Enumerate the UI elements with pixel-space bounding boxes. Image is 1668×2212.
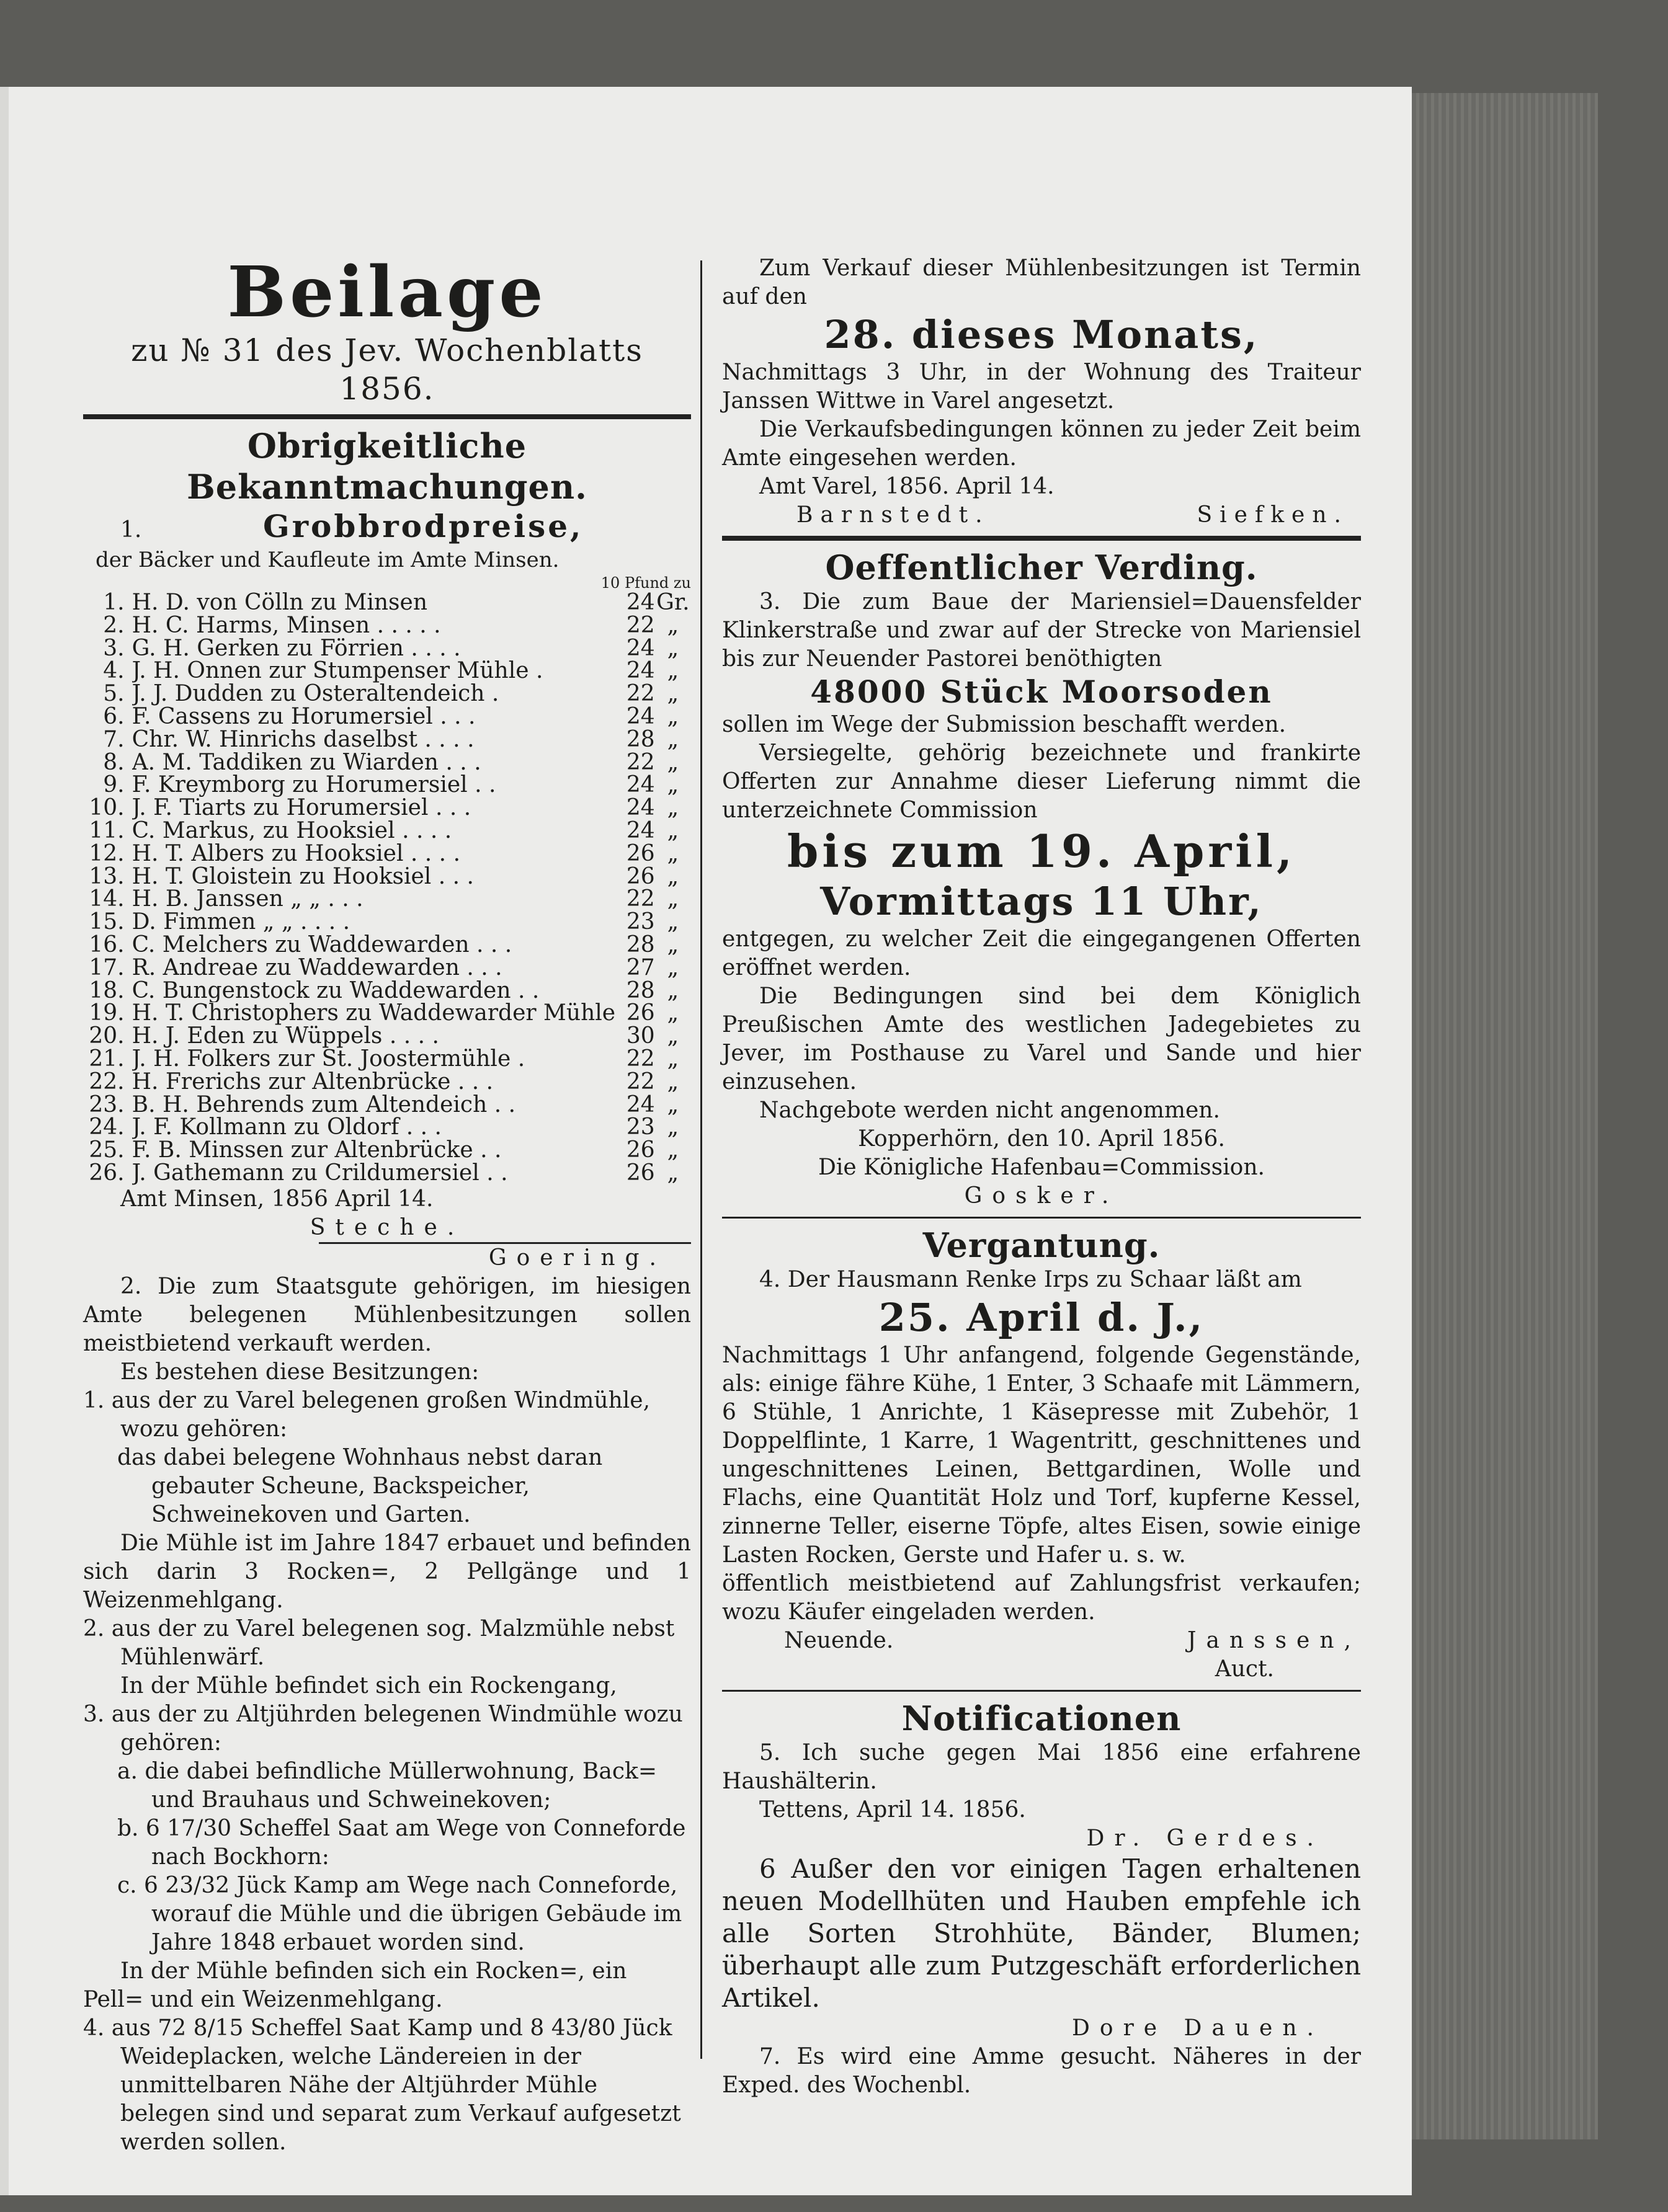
verding-signature-gosker: Gosker. (964, 1183, 1119, 1209)
price-row-unit: „ (667, 817, 679, 843)
mill-sale-continuation: Zum Verkauf dieser Mühlenbesitzungen ist Termin auf den (722, 255, 1361, 309)
price-row-name: H. T. Christophers zu Waddewarder Mühle (132, 1002, 616, 1026)
item2-paragraph: 2. aus der zu Varel belegenen sog. Malzmühle nebst Mühlenwärf. (83, 1615, 675, 1670)
price-row (83, 1139, 691, 1162)
price-row-number: 6. (103, 703, 125, 729)
column-divider (700, 260, 702, 2059)
price-row-price: 26 (626, 840, 655, 866)
price-row-number: 7. (103, 726, 125, 752)
verding-deadline-date: bis zum 19. April, (787, 825, 1296, 877)
price-row-price: 24 (626, 1091, 655, 1117)
price-row (83, 820, 691, 843)
item2-paragraph: a. die dabei befindliche Müllerwohnung, Back= und Brauhaus und Schweinekoven; (117, 1758, 657, 1813)
verding-quantity: 48000 Stück Moorsoden (810, 673, 1273, 710)
price-row-name: H. B. Janssen „ „ . . . (132, 888, 363, 912)
price-row-price: 28 (626, 977, 655, 1003)
price-row (83, 1071, 691, 1094)
item1-footer: Amt Minsen, 1856 April 14. (120, 1186, 434, 1212)
item1-subtitle: der Bäcker und Kaufleute im Amte Minsen. (96, 548, 560, 572)
price-row-number: 20. (89, 1023, 125, 1049)
vergantung-paragraph-2: Nachmittags 1 Uhr anfangend, folgende Gegenstände, als: einige fähre Kühe, 1 Enter, 3 Schaafe mit Lämmern, 6 Stühle, 1 Anrichte, 1 Käsepresse mit Zubehör, 1 Doppelflinte, 1 Karre, 1 Wagentritt, geschnittenes und ungeschnittenes Leinen, Bettgardinen, Wolle und Flachs, eine Quantität Holz und Torf, kupferne Kessel, zinnerne Teller, eiserne Töpfe, altes Eisen, sowie einige Lasten Rocken, Gerste und Hafer u. s. w. (722, 1343, 1361, 1568)
item2-paragraph: das dabei belegene Wohnhaus nebst daran gebauter Scheune, Backspeicher, Schweinekoven und Garten. (117, 1444, 603, 1527)
price-row-name: J. F. Tiarts zu Horumersiel . . . (132, 797, 471, 820)
price-row-price: 24 (626, 817, 655, 843)
price-row-number: 8. (103, 749, 125, 775)
price-row-unit: „ (667, 726, 679, 752)
notification-5-signature: Dr. Gerdes. (1086, 1826, 1324, 1851)
vergantung-signature: Janssen, (1187, 1628, 1361, 1653)
price-row-number: 3. (103, 635, 125, 661)
notification-5: 5. Ich suche gegen Mai 1856 eine erfahrene Haushälterin. (722, 1740, 1361, 1794)
price-row-price: 24 (626, 703, 655, 729)
item2-paragraph: Die Mühle ist im Jahre 1847 erbauet und befinden sich darin 3 Rocken=, 2 Pellgänge und 1 Weizenmehlgang. (83, 1530, 691, 1613)
price-row-number: 4. (103, 658, 125, 684)
newspaper-page (9, 87, 1412, 2195)
price-row-number: 19. (89, 1000, 125, 1026)
price-row-unit: „ (667, 909, 679, 935)
price-row (83, 706, 691, 729)
item2-paragraph: In der Mühle befinden sich ein Rocken=, ein Pell= und ein Weizenmehlgang. (83, 1958, 627, 2012)
price-row-price: 23 (626, 909, 655, 935)
price-row-name: J. Gathemann zu Crildumersiel . . (132, 1162, 508, 1185)
mill-sale-footer: Amt Varel, 1856. April 14. (759, 474, 1055, 499)
price-row-price: 24 (626, 795, 655, 821)
price-row (83, 592, 691, 615)
price-row-price: 23 (626, 1114, 655, 1140)
price-row-number: 5. (103, 681, 125, 707)
price-row-unit: „ (667, 1160, 679, 1186)
price-row-unit: „ (667, 1114, 679, 1140)
mill-sale-signatures (722, 501, 1361, 530)
bread-price-table (83, 592, 691, 1185)
title-rule (83, 414, 691, 419)
price-row-unit: „ (667, 703, 679, 729)
price-row (83, 1002, 691, 1025)
price-row (83, 637, 691, 660)
item2-paragraph: In der Mühle befindet sich ein Rockengang, (120, 1672, 617, 1699)
price-row-unit: „ (667, 931, 679, 957)
page-subtitle: zu № 31 des Jev. Wochenblatts 1856. (131, 332, 643, 407)
price-row-name: J. F. Kollmann zu Oldorf . . . (132, 1116, 442, 1140)
item2-paragraph: 4. aus 72 8/15 Scheffel Saat Kamp und 8 43/80 Jück Weideplacken, welche Ländereien in der unmittelbaren Nähe der Altjührder Mühle belegen sind und separat zum Verkauf aufgesetzt werden sollen. (83, 2015, 681, 2155)
price-row-number: 23. (89, 1091, 125, 1117)
verding-paragraph-1: 3. Die zum Baue der Mariensiel=Dauensfelder Klinkerstraße und zwar auf der Strecke von Mariensiel bis zur Neuender Pastorei benöthigten (722, 589, 1361, 672)
price-row-price: 22 (626, 1046, 655, 1072)
verding-paragraph-2: sollen im Wege der Submission beschafft werden. (722, 712, 1287, 737)
item2-paragraph: 3. aus der zu Altjührden belegenen Windmühle wozu gehören: (83, 1701, 683, 1756)
item2-paragraph: 2. Die zum Staatsgute gehörigen, im hiesigen Amte belegenen Mühlenbesitzungen sollen meistbietend verkauft werden. (83, 1273, 691, 1356)
price-row-number: 2. (103, 612, 125, 638)
page-title: Beilage (227, 252, 547, 333)
verding-paragraph-5: Die Bedingungen sind bei dem Königlich Preußischen Amte des westlichen Jadegebietes zu Jever, im Posthause zu Varel und Sande und hier einzusehen. (722, 984, 1361, 1095)
price-row-name: J. J. Dudden zu Osteraltendeich . (132, 683, 499, 706)
price-row (83, 1162, 691, 1185)
price-row (83, 866, 691, 889)
price-row-name: H. C. Harms, Minsen . . . . . (132, 614, 441, 637)
verding-paragraph-3: Versiegelte, gehörig bezeichnete und frankirte Offerten zur Annahme dieser Lieferung nimmt die unterzeichnete Commission (722, 740, 1361, 823)
price-row-name: C. Melchers zu Waddewarden . . . (132, 933, 512, 957)
price-row-number: 24. (89, 1114, 125, 1140)
price-row-price: 30 (626, 1023, 655, 1049)
price-row-price: 22 (626, 1068, 655, 1095)
notification-5-footer: Tettens, April 14. 1856. (759, 1797, 1026, 1823)
price-row-unit: „ (667, 1137, 679, 1163)
price-row-unit: „ (667, 635, 679, 661)
vergantung-date: 25. April d. J., (878, 1295, 1205, 1340)
signature-barnstedt: Barnstedt. (796, 502, 990, 528)
vergantung-paragraph-1: 4. Der Hausmann Renke Irps zu Schaar läßt am (759, 1267, 1302, 1292)
price-row-price: 27 (626, 954, 655, 980)
item2-paragraph: Es bestehen diese Besitzungen: (120, 1359, 479, 1385)
price-row-price: 22 (626, 612, 655, 638)
price-row-unit: „ (667, 977, 679, 1003)
book-binding (1412, 93, 1598, 2139)
price-row-price: 26 (626, 1160, 655, 1186)
price-row-price: 26 (626, 863, 655, 889)
item2-paragraph: b. 6 17/30 Scheffel Saat am Wege von Conneforde nach Bockhorn: (117, 1815, 686, 1870)
section-title-official: Obrigkeitliche Bekanntmachungen. (187, 426, 587, 507)
price-row-number: 26. (89, 1160, 125, 1186)
price-column-note: 10 Pfund zu (600, 574, 691, 592)
price-row-unit: „ (667, 1091, 679, 1117)
price-row-number: 21. (89, 1046, 125, 1072)
price-row-name: H. T. Gloistein zu Hooksiel . . . (132, 865, 474, 889)
verding-deadline-time: Vormittags 11 Uhr, (820, 879, 1263, 924)
price-row-name: F. Cassens zu Horumersiel . . . (132, 705, 476, 729)
price-row-unit: „ (667, 1000, 679, 1026)
price-row (83, 797, 691, 820)
section-rule (722, 536, 1361, 541)
price-row-name: F. Kreymborg zu Horumersiel . . (132, 774, 496, 797)
price-row-unit: „ (667, 840, 679, 866)
left-column (83, 254, 691, 2157)
item2-mill-sale (83, 1273, 691, 2157)
price-row (83, 729, 691, 752)
price-row (83, 843, 691, 866)
price-row-number: 11. (89, 817, 125, 843)
verding-paragraph-6: Nachgebote werden nicht angenommen. (759, 1098, 1220, 1123)
price-row-number: 10. (89, 795, 125, 821)
verding-signature-commission: Die Königliche Hafenbau=Commission. (818, 1155, 1265, 1180)
price-row-name: R. Andreae zu Waddewarden . . . (132, 956, 502, 980)
signature-siefken: Siefken. (1197, 502, 1349, 528)
price-row-name: J. H. Folkers zur St. Joostermühle . (132, 1047, 525, 1071)
price-row-name: J. H. Onnen zur Stumpenser Mühle . (132, 660, 543, 683)
item2-paragraph: 1. aus der zu Varel belegenen großen Windmühle, wozu gehören: (83, 1387, 651, 1442)
price-row-name: C. Markus, zu Hooksiel . . . . (132, 819, 452, 843)
price-row (83, 615, 691, 637)
item1-heading (83, 507, 691, 546)
price-row-unit: „ (667, 886, 679, 912)
price-row-price: 22 (626, 886, 655, 912)
price-row-unit: „ (667, 795, 679, 821)
price-row-number: 25. (89, 1137, 125, 1163)
price-row-price: 24 (626, 772, 655, 798)
mill-sale-conditions: Die Verkaufsbedingungen können zu jeder Zeit beim Amte eingesehen werden. (722, 417, 1361, 471)
price-row (83, 980, 691, 1003)
vergantung-place: Neuende. (784, 1628, 894, 1653)
price-row (83, 1025, 691, 1048)
price-row-unit: Gr. (656, 590, 690, 615)
price-row-number: 1. (103, 590, 125, 615)
notification-7: 7. Es wird eine Amme gesucht. Näheres in der Exped. des Wochenbl. (722, 2044, 1361, 2098)
price-row-name: F. B. Minssen zur Altenbrücke . . (132, 1139, 502, 1162)
price-row-name: D. Fimmen „ „ . . . . (132, 911, 350, 934)
price-row-number: 12. (89, 840, 125, 866)
price-row-number: 16. (89, 931, 125, 957)
price-row-unit: „ (667, 658, 679, 684)
right-column (722, 254, 1361, 2100)
price-row-price: 24 (626, 658, 655, 684)
price-row-number: 13. (89, 863, 125, 889)
item1-title: Grobbrodpreise, (263, 508, 584, 544)
price-row-name: H. Frerichs zur Altenbrücke . . . (132, 1070, 494, 1094)
price-row-name: C. Bungenstock zu Waddewarden . . (132, 979, 540, 1003)
price-row (83, 934, 691, 957)
price-row (83, 911, 691, 934)
price-row-number: 9. (103, 772, 125, 798)
price-row-unit: „ (667, 1046, 679, 1072)
price-row-number: 18. (89, 977, 125, 1003)
price-row-price: 22 (626, 681, 655, 707)
price-row (83, 774, 691, 797)
price-row-price: 24 (626, 635, 655, 661)
vergantung-signature-row (722, 1627, 1361, 1655)
price-row (83, 957, 691, 980)
mill-sale-date: 28. dieses Monats, (824, 312, 1259, 357)
section-rule-2 (722, 1217, 1361, 1219)
price-row-price: 22 (626, 749, 655, 775)
price-row (83, 660, 691, 683)
mill-sale-time-place: Nachmittags 3 Uhr, in der Wohnung des Traiteur Janssen Wittwe in Varel angesetzt. (722, 360, 1361, 414)
price-row (83, 888, 691, 911)
notification-6: 6 Außer den vor einigen Tagen erhaltenen neuen Modellhüten und Hauben empfehle ich alle Sorten Strohhüte, Bänder, Blumen; überhaupt alle zum Putzgeschäft erforderlichen Artikel. (722, 1854, 1361, 2013)
section-rule-3 (722, 1690, 1361, 1692)
price-row-number: 14. (89, 886, 125, 912)
vergantung-paragraph-3: öffentlich meistbietend auf Zahlungsfrist verkaufen; wozu Käufer eingeladen werden. (722, 1571, 1361, 1625)
item2-paragraph: c. 6 23/32 Jück Kamp am Wege nach Conneforde, worauf die Mühle und die übrigen Gebäude im Jahre 1848 erbauet worden sind. (117, 1872, 682, 1955)
notification-6-signature: Dore Dauen. (1072, 2015, 1324, 2041)
price-row (83, 1048, 691, 1071)
price-row-number: 17. (89, 954, 125, 980)
price-row-unit: „ (667, 1023, 679, 1049)
price-row-name: A. M. Taddiken zu Wiarden . . . (132, 751, 481, 775)
price-row-name: H. T. Albers zu Hooksiel . . . . (132, 842, 461, 866)
item1-number: 1. (120, 517, 142, 543)
section-title-vergantung: Vergantung. (922, 1225, 1161, 1265)
price-row-unit: „ (667, 772, 679, 798)
price-row-unit: „ (667, 612, 679, 638)
price-row-name: Chr. W. Hinrichs daselbst . . . . (132, 728, 475, 752)
price-row-price: 26 (626, 1000, 655, 1026)
price-row-price: 24 (626, 590, 655, 615)
price-row-unit: „ (667, 863, 679, 889)
item1-signature-2: Goering. (488, 1245, 666, 1271)
price-row-name: G. H. Gerken zu Förrien . . . . (132, 637, 461, 660)
verding-footer: Kopperhörn, den 10. April 1856. (858, 1126, 1225, 1152)
section-title-verding: Oeffentlicher Verding. (825, 548, 1258, 587)
price-row-unit: „ (667, 1068, 679, 1095)
price-row-unit: „ (667, 681, 679, 707)
verding-paragraph-4: entgegen, zu welcher Zeit die eingegangenen Offerten eröffnet werden. (722, 926, 1361, 980)
price-row-unit: „ (667, 749, 679, 775)
section-title-notifications: Notificationen (901, 1699, 1182, 1738)
price-row-price: 28 (626, 726, 655, 752)
price-row-name: B. H. Behrends zum Altendeich . . (132, 1093, 516, 1117)
price-row (83, 1094, 691, 1117)
item1-signature: Steche. (310, 1214, 465, 1240)
price-row-price: 28 (626, 931, 655, 957)
price-row-name: H. J. Eden zu Wüppels . . . . (132, 1025, 439, 1048)
price-row (83, 752, 691, 775)
price-row-number: 22. (89, 1068, 125, 1095)
price-row-name: H. D. von Cölln zu Minsen (132, 592, 428, 615)
vergantung-signature-title: Auct. (1215, 1656, 1274, 1682)
price-row-unit: „ (667, 954, 679, 980)
price-row (83, 683, 691, 706)
price-row-number: 15. (89, 909, 125, 935)
price-row-price: 26 (626, 1137, 655, 1163)
price-row (83, 1116, 691, 1139)
